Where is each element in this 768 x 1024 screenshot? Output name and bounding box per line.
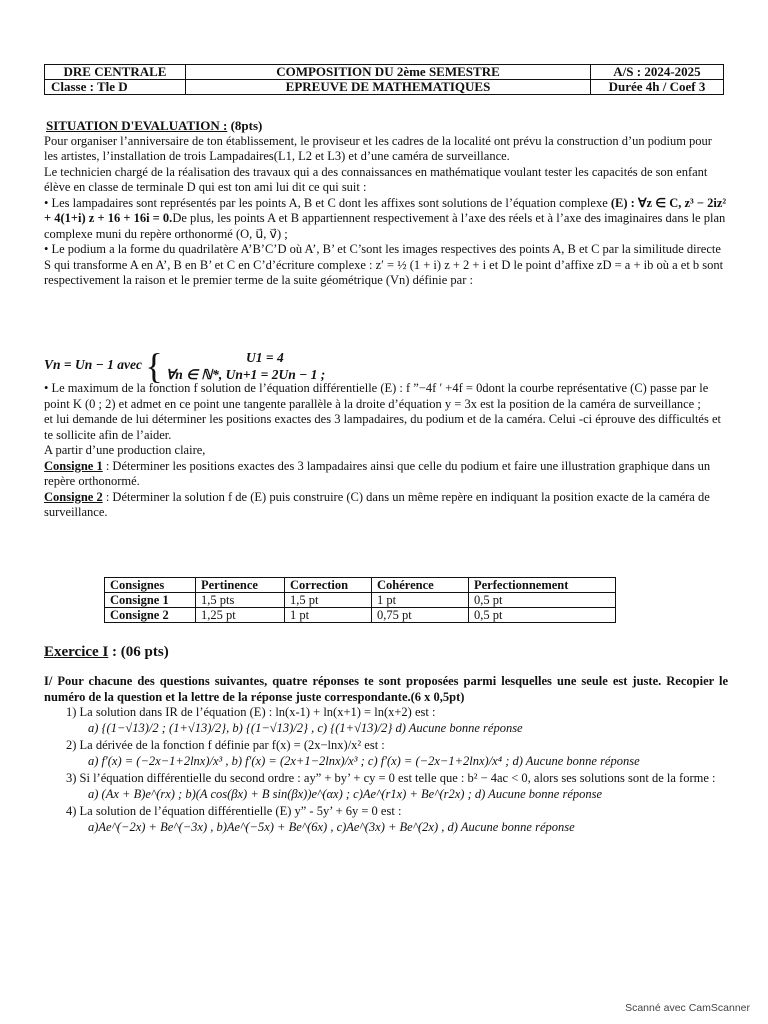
scanner-watermark: Scanné avec CamScanner xyxy=(625,1002,750,1014)
exercise-title xyxy=(44,644,169,661)
question-2: 2) La dérivée de la fonction f définie par f(x) = (2x−lnx)/x² est : xyxy=(66,738,385,752)
consigne-1-text: : Déterminer les positions exactes des 3 lampadaires ainsi que celle du podium et faire une illustration graphique dans un repère orthonormé. xyxy=(44,458,711,488)
sequence-line-2: ∀n ∈ ℕ*, Un+1 = 2Un − 1 ; xyxy=(166,367,326,382)
situation-points: (8pts) xyxy=(227,118,263,133)
consigne-1-label: Consigne 1 xyxy=(44,458,103,473)
question-1: 1) La solution dans IR de l’équation (E) : ln(x-1) + ln(x+1) = ln(x+2) est : xyxy=(66,705,436,719)
question-2-answers: a) f′(x) = (−2x−1+2lnx)/x³ , b) f′(x) = (2x+1−2lnx)/x³ ; c) f′(x) = (−2x−1+2lnx)/x⁴ ; d) Aucune bonne réponse xyxy=(88,753,640,768)
question-4-answers: a)Ae^(−2x) + Be^(−3x) , b)Ae^(−5x) + Be^(6x) , c)Ae^(3x) + Be^(2x) , d) Aucune bonne réponse xyxy=(88,819,575,834)
question-3-answers: a) (Ax + B)e^(rx) ; b)(A cos(βx) + B sin(βx))e^(αx) ; c)Ae^(r1x) + Be^(r2x) ; d) Aucune bonne réponse xyxy=(88,786,603,801)
situation-technician: Le technicien chargé de la réalisation des travaux qui a des connaissances en mathématique voulant tester les capacités de son enfant élève en classe de terminale D qui est ton ami lui dit ce qui suit : xyxy=(44,164,708,194)
grading-header: Correction xyxy=(285,578,372,593)
school-year: A/S : 2024-2025 xyxy=(591,65,724,80)
subject: EPREUVE DE MATHEMATIQUES xyxy=(186,80,591,95)
exercise-title-label: Exercice I xyxy=(44,644,109,660)
brace-icon: { xyxy=(145,346,163,386)
situation-section xyxy=(44,118,728,289)
exam-title: COMPOSITION DU 2ème SEMESTRE xyxy=(186,65,591,80)
consigne-2-label: Consigne 2 xyxy=(44,489,103,504)
bullet-lamps-end: De plus, les points A et B appartiennent respectivement à l’axe des réels et à l’axe des imaginaires dans le plan complexe muni du repère orthonormé (O, u⃗, v⃗) ; xyxy=(44,211,726,241)
table-cell: 0,5 pt xyxy=(469,593,616,608)
grading-header-row xyxy=(105,578,616,593)
situation-title: SITUATION D'EVALUATION : xyxy=(46,118,228,133)
table-cell: Consigne 2 xyxy=(105,608,196,623)
grading-table xyxy=(104,577,616,623)
table-cell: 1,5 pts xyxy=(196,593,285,608)
grading-header: Perfectionnement xyxy=(469,578,616,593)
table-cell: 1,25 pt xyxy=(196,608,285,623)
equation-E: (E) : ∀z ∈ C, z³ − 2iz² + 4(1+i) z + 16 + 16i = 0. xyxy=(44,195,727,225)
table-cell: 1 pt xyxy=(372,593,469,608)
grading-header: Pertinence xyxy=(196,578,285,593)
table-cell: 1,5 pt xyxy=(285,593,372,608)
duration: Durée 4h / Coef 3 xyxy=(591,80,724,95)
question-3: 3) Si l’équation différentielle du second ordre : ay” + by’ + cy = 0 est telle que : b² − 4ac < 0, alors ses solutions sont de la forme : xyxy=(66,771,716,785)
exercise-body xyxy=(44,674,728,835)
bullet-lamps: • Les lampadaires sont représentés par les points A, B et C dont les affixes sont solutions de l’équation complexe xyxy=(44,195,608,210)
exercise-points: : (06 pts) xyxy=(108,644,169,660)
situation-continued xyxy=(44,381,728,521)
sequence-left: Vn = Un − 1 avec xyxy=(44,357,142,373)
bullet-camera: • Le maximum de la fonction f solution de l’équation différentielle (E) : f ”−4f ′ +4f = 0dont la courbe représentative (C) passe par le point K (0 ; 2) et admet en ce point une tangente parallèle à la droite d’équation y = 3x est la position de la caméra de surveillance ; xyxy=(44,381,709,411)
question-4: 4) La solution de l’équation différentielle (E) y” - 5y’ + 6y = 0 est : xyxy=(66,804,402,818)
table-row xyxy=(105,593,616,608)
institution: DRE CENTRALE xyxy=(45,65,186,80)
grading-header: Cohérence xyxy=(372,578,469,593)
situation-intro: Pour organiser l’anniversaire de ton établissement, le proviseur et les cadres de la localité ont prévu la construction d’un podium pour les artistes, l’installation de trois Lampadaires(L1, L2 et L3) et d’une caméra de surveillance. xyxy=(44,133,712,163)
situation-ask: et lui demande de lui déterminer les positions exactes des 3 lampadaires, du podium et de la caméra. Celui -ci éprouve des difficultés et te sollicite afin de l’aider. xyxy=(44,412,721,442)
production-note: A partir d’une production claire, xyxy=(44,443,206,457)
table-cell: 0,5 pt xyxy=(469,608,616,623)
sequence-line-1: U1 = 4 xyxy=(246,350,284,365)
exam-header xyxy=(44,64,724,95)
table-cell: Consigne 1 xyxy=(105,593,196,608)
consigne-2-text: : Déterminer la solution f de (E) puis construire (C) dans un même repère en indiquant la position exacte de la caméra de surveillance. xyxy=(44,489,710,519)
table-cell: 0,75 pt xyxy=(372,608,469,623)
question-1-answers: a) {(1−√13)/2 ; (1+√13)/2}, b) {(1−√13)/2} , c) {(1+√13)/2} d) Aucune bonne réponse xyxy=(88,720,523,735)
table-cell: 1 pt xyxy=(285,608,372,623)
table-row xyxy=(105,608,616,623)
exercise-instructions: I/ Pour chacune des questions suivantes, quatre réponses te sont proposées parmi lesquelles une seule est juste. Recopier le numéro de la question et la lettre de la réponse juste correspondante.(6 x 0,5pt) xyxy=(44,674,728,704)
class-level: Classe : Tle D xyxy=(45,80,186,95)
grading-header: Consignes xyxy=(105,578,196,593)
bullet-podium: • Le podium a la forme du quadrilatère A’B’C’D où A’, B’ et C’sont les images respectives des points A, B et C par la similitude directe S qui transforme A en A’, B en B’ et C en C’d’écriture complexe : z′ = ½ (1 + i) z + 2 + i et D le point d’affixe zD = a + ib où a et b sont respectivement la raison et le premier terme de la suite géométrique (Vn) définie par : xyxy=(44,242,724,287)
